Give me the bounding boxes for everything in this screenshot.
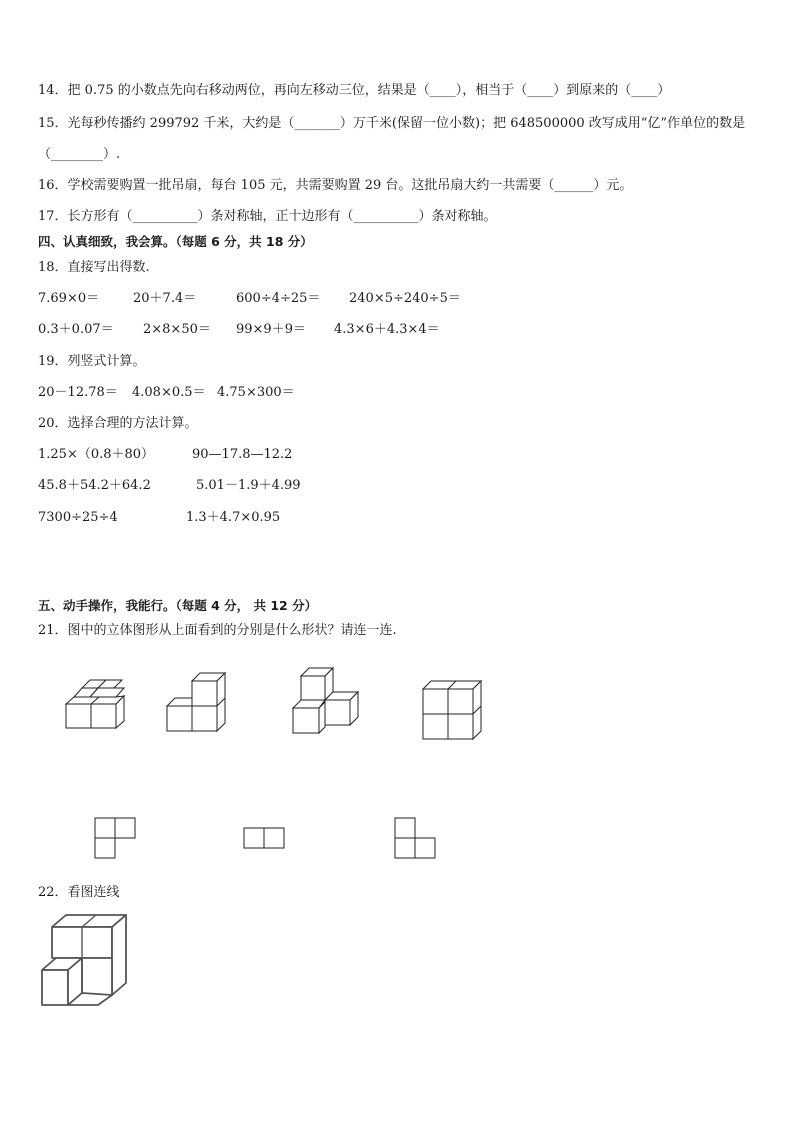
q18-expr: 4.3×6＋4.3×4＝ (334, 322, 440, 337)
q20-expr: 1.25×（0.8＋80） (38, 447, 155, 462)
q18-expr: 240×5÷240÷5＝ (349, 291, 461, 306)
q18-expr: 0.3＋0.07＝ (38, 322, 114, 337)
q18-expr: 7.69×0＝ (38, 291, 100, 306)
question-18-title: 18．直接写出得数. (38, 260, 150, 275)
question-21-title: 21．图中的立体图形从上面看到的分别是什么形状？请连一连. (38, 623, 397, 638)
q20-expr: 1.3＋4.7×0.95 (186, 510, 281, 525)
q20-expr: 7300÷25÷4 (38, 510, 118, 525)
question-16: 16．学校需要购置一批吊扇，每台 105 元，共需要购置 29 台。这批吊扇大约一共需要（______）元。 (38, 178, 633, 193)
q19-expr: 4.75×300＝ (217, 385, 295, 400)
question-15-line2: （________）. (38, 147, 121, 162)
question-20-title: 20．选择合理的方法计算。 (38, 416, 198, 431)
question-14: 14．把 0.75 的小数点先向右移动两位，再向左移动三位，结果是（____），相当于（____）到原来的（____） (38, 83, 671, 98)
q20-expr: 5.01－1.9＋4.99 (196, 478, 301, 493)
q19-expr: 20－12.78＝ (38, 385, 118, 400)
q19-expr: 4.08×0.5＝ (132, 385, 206, 400)
section-4-title: 四、认真细致，我会算。（每题 6 分，共 18 分） (38, 234, 313, 249)
q18-expr: 20＋7.4＝ (133, 291, 197, 306)
question-19-title: 19．列竖式计算。 (38, 354, 146, 369)
q18-expr: 99×9＋9＝ (236, 322, 306, 337)
q20-expr: 45.8＋54.2＋64.2 (38, 478, 151, 493)
question-15-line1: 15．光每秒传播约 299792 千米，大约是（_______）万千米(保留一位小数)；把 648500000 改写成用“亿”作单位的数是 (38, 116, 746, 131)
q20-expr: 90—17.8—12.2 (192, 447, 293, 462)
q18-expr: 600÷4÷25＝ (236, 291, 321, 306)
section-5-title: 五、动手操作，我能行。（每题 4 分， 共 12 分） (38, 598, 318, 613)
q18-expr: 2×8×50＝ (143, 322, 211, 337)
question-22-title: 22．看图连线 (38, 885, 120, 900)
question-17: 17．长方形有（__________）条对称轴，正十边形有（__________）条对称轴。 (38, 209, 497, 224)
